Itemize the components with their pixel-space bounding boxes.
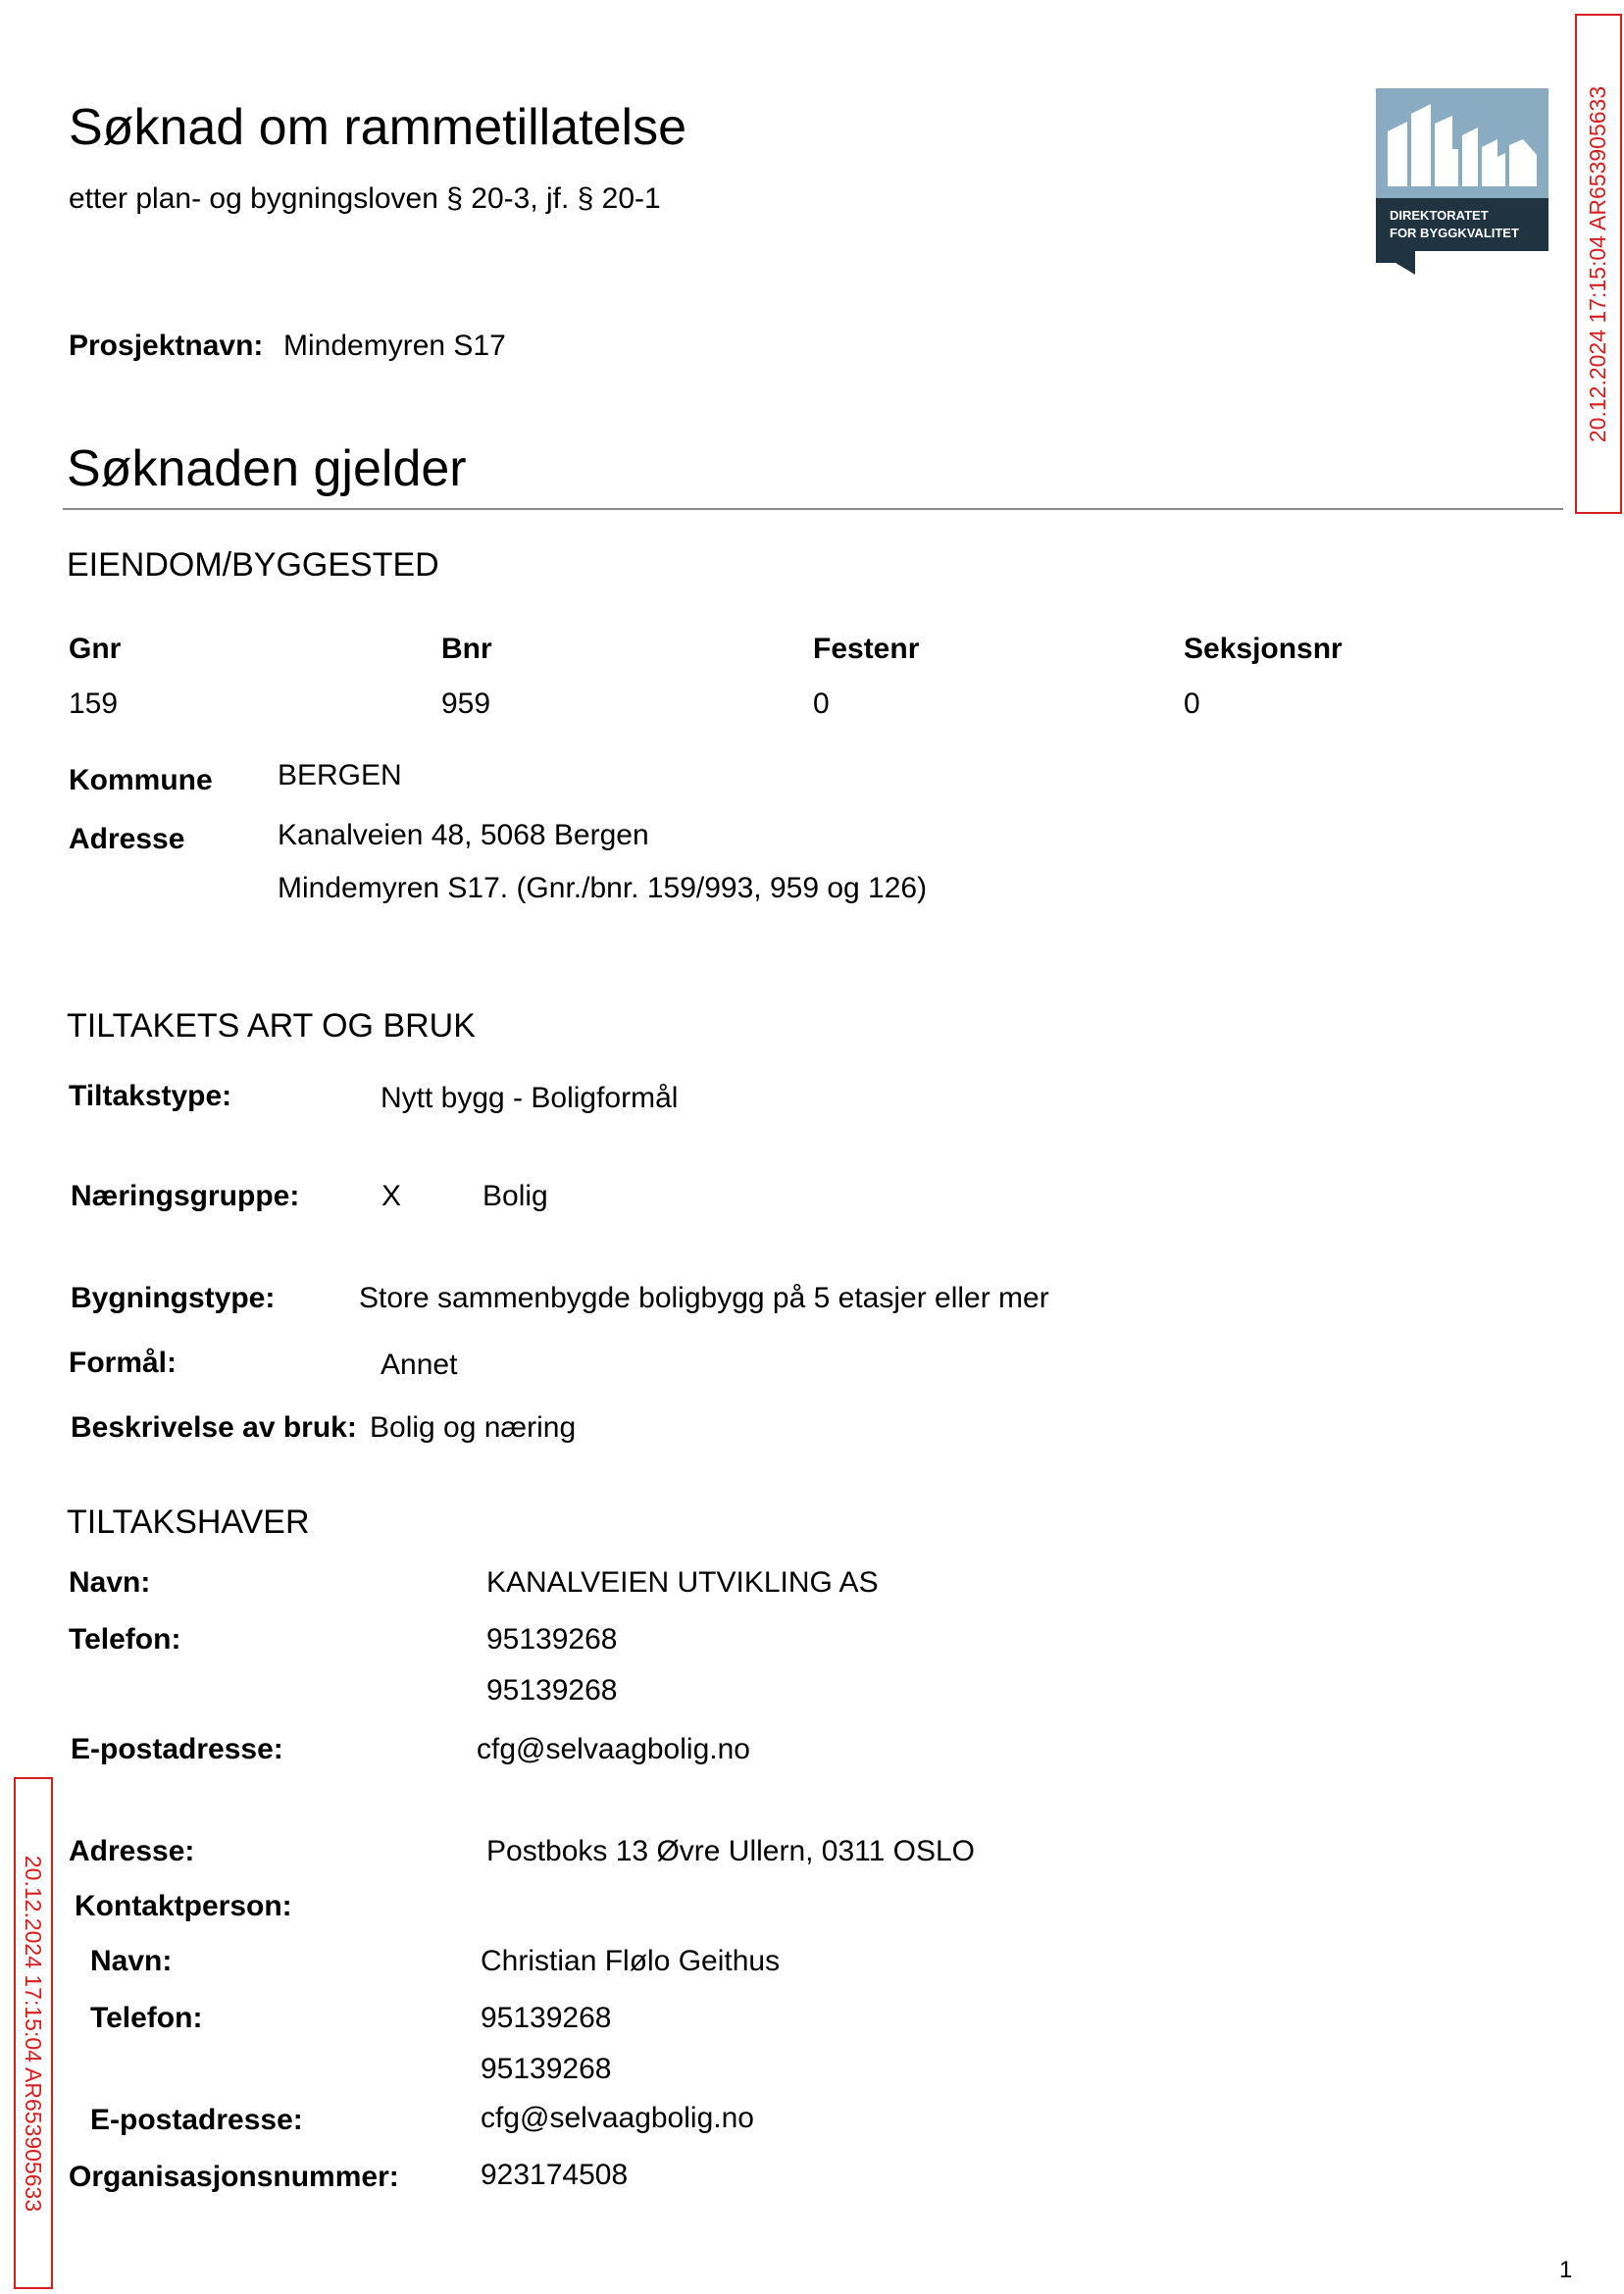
section-title: Søknaden gjelder [67,440,467,497]
date-stamp-text: 20.12.2024 17:15:04 AR653905633 [1585,85,1611,442]
page-number: 1 [1559,2257,1573,2283]
date-stamp-left [14,1777,53,2289]
tiltakshaver-heading: TILTAKSHAVER [67,1504,310,1541]
eiendom-heading: EIENDOM/BYGGESTED [67,546,439,584]
orgnr-label: Organisasjonsnummer: [69,2161,399,2193]
kontaktperson-label: Kontaktperson: [75,1890,292,1922]
bnr-value: 959 [441,688,491,720]
telefon-label: Telefon: [69,1623,181,1656]
kommune-label: Kommune [69,764,213,796]
beskrivelse-label: Beskrivelse av bruk: [71,1411,357,1444]
kontakt-epost-label: E-postadresse: [90,2104,303,2136]
naeringsgruppe-value: Bolig [482,1180,548,1212]
kontakt-epost-value: cfg@selvaagbolig.no [481,2102,754,2134]
tiltakshaver-adresse-value: Postboks 13 Øvre Ullern, 0311 OSLO [486,1835,976,1867]
naeringsgruppe-label: Næringsgruppe: [71,1180,300,1212]
gnr-value: 159 [69,688,119,720]
gnr-label: Gnr [69,633,122,665]
telefon-value-2: 95139268 [486,1674,618,1707]
bygningstype-label: Bygningstype: [71,1282,276,1314]
logo-text-line1: DIREKTORATET [1390,208,1489,223]
kontakt-navn-value: Christian Flølo Geithus [481,1945,781,1977]
adresse-line2: Mindemyren S17. (Gnr./bnr. 159/993, 959 og 126) [278,872,928,904]
bygningstype-value: Store sammenbygde boligbygg på 5 etasjer eller mer [359,1282,1049,1314]
logo-text-line2: FOR BYGGKVALITET [1390,226,1519,240]
tiltakstype-label: Tiltakstype: [69,1080,232,1112]
formal-value: Annet [381,1349,458,1381]
kontakt-telefon-value-1: 95139268 [481,2002,612,2034]
navn-value: KANALVEIEN UTVIKLING AS [486,1566,879,1599]
tiltakstype-value: Nytt bygg - Boligformål [381,1082,679,1114]
project-label: Prosjektnavn: [69,330,264,362]
kommune-value: BERGEN [278,759,402,791]
tiltakshaver-adresse-label: Adresse: [69,1835,195,1867]
orgnr-value: 923174508 [481,2159,629,2191]
telefon-value-1: 95139268 [486,1623,618,1656]
formal-label: Formål: [69,1347,178,1379]
dibk-logo-icon [1376,88,1548,275]
adresse-label: Adresse [69,823,185,855]
kontakt-telefon-label: Telefon: [90,2002,203,2034]
festenr-value: 0 [813,688,830,720]
document-subtitle: etter plan- og bygningsloven § 20-3, jf. § 20-1 [69,182,661,215]
document-title: Søknad om rammetillatelse [69,99,686,156]
date-stamp-top [1575,14,1622,514]
beskrivelse-value: Bolig og næring [370,1411,577,1444]
kontakt-telefon-value-2: 95139268 [481,2053,612,2085]
tiltak-heading: TILTAKETS ART OG BRUK [67,1007,476,1045]
seksjonsnr-label: Seksjonsnr [1184,633,1343,665]
bnr-label: Bnr [441,633,492,665]
seksjonsnr-value: 0 [1184,688,1200,720]
epost-label: E-postadresse: [71,1733,283,1765]
adresse-line1: Kanalveien 48, 5068 Bergen [278,819,649,851]
project-value: Mindemyren S17 [283,330,506,362]
epost-value: cfg@selvaagbolig.no [477,1733,750,1765]
navn-label: Navn: [69,1566,151,1599]
section-divider [63,508,1563,510]
festenr-label: Festenr [813,633,920,665]
kontakt-navn-label: Navn: [90,1945,173,1977]
date-stamp-text: 20.12.2024 17:15:04 AR653905633 [21,1855,47,2212]
naeringsgruppe-code: X [381,1180,402,1212]
